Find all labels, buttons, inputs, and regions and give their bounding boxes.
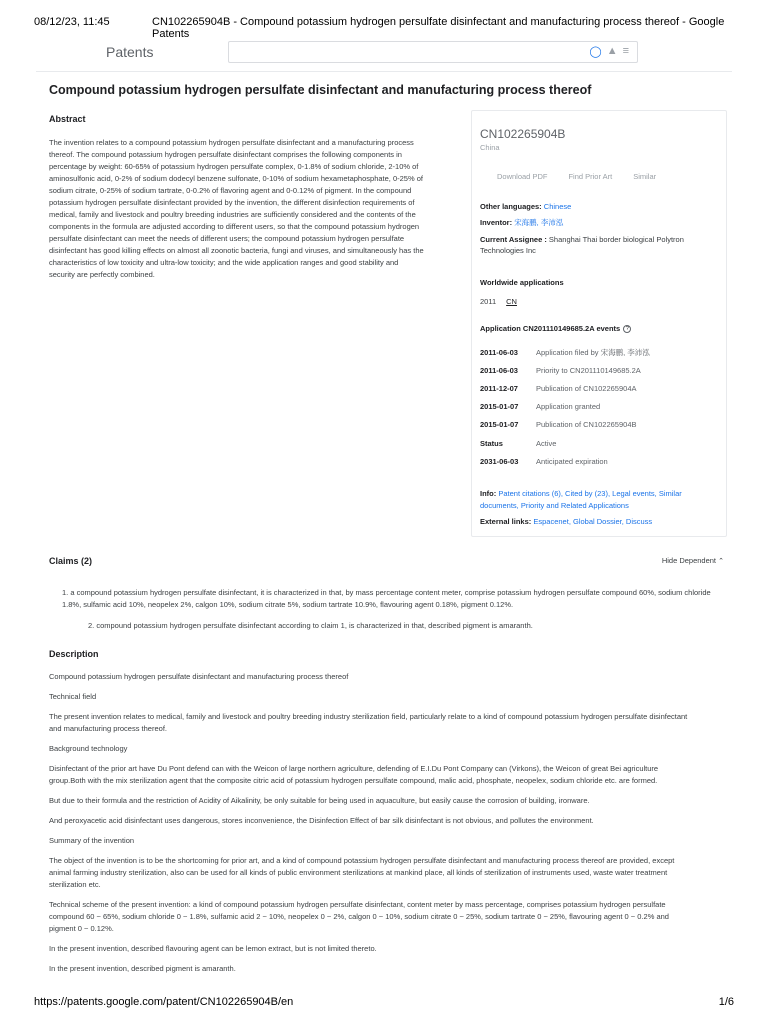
description-heading: Description	[49, 649, 99, 659]
description-paragraph: The present invention relates to medical, family and livestock and poultry breeding industry sterilization field, particularly relate to a kind of compound potassium hydrogen persulfate disinfectant and manufacturing process thereof.	[49, 712, 688, 733]
print-url: https://patents.google.com/patent/CN102265904B/en	[34, 996, 294, 1008]
description-paragraph: Compound potassium hydrogen persulfate disinfectant and manufacturing process thereof	[49, 672, 349, 681]
event-date: 2011-12-07	[480, 383, 518, 393]
patents-logo[interactable]: Patents	[106, 44, 154, 60]
download-pdf-button[interactable]: Download PDF	[497, 172, 548, 181]
chevron-up-icon: ⌃	[718, 558, 724, 565]
worldwide-country-link[interactable]: CN	[506, 297, 517, 306]
event-text: Application filed by 宋海鹏, 李沛泓	[536, 347, 650, 357]
info-label: Info:	[480, 489, 497, 498]
event-date: 2015-01-07	[480, 402, 519, 412]
other-languages	[480, 201, 720, 212]
print-footer	[34, 996, 734, 1008]
description-paragraph: Background technology	[49, 744, 128, 753]
event-row	[480, 398, 720, 416]
description-paragraph: Summary of the invention	[49, 836, 135, 845]
inventor-link[interactable]: 宋海鹏, 李沛泓	[514, 218, 564, 227]
top-bar	[106, 40, 638, 64]
search-tools	[589, 45, 629, 58]
similar-button[interactable]: Similar	[633, 172, 657, 181]
abstract-text: The invention relates to a compound potassium hydrogen persulfate disinfectant and a manufacturing process thereof. The compound potassium hydrogen persulfate disinfectant comprises the following components in percentage by weight: 60-65% of potassium hydrogen persulfate complex, 0-1.8% of sodium chloride, 2-10% of aminosulfonic acid, 0-2% of sodium dodecyl benzene sulfonate, 0-10% of sodium hexametaphosphate, 0-25% of sodium citrate, 0-25% of sodium tartrate, 0-0.2% of flavoring agent and 0-0.12% of pigment. In the compound potassium hydrogen persulfate disinfectant provided by the invention, the different disinfection requirements of medical, family and livestock and poultry breeding industries are sufficiently considered and the contents of the components in the formula are adjusted according to different users, so that the compound potassium hydrogen persulfate disinfectant can meet the needs of different users; the compound potassium hydrogen persulfate disinfectant has good killing effects on almost all zoonotic bacteria, fungi and viruses, and simultaneously has the characteristics of low toxicity and ultra-low toxicity; and the wide application ranges and good stability and security are perfectly combined.	[49, 138, 424, 279]
patent-metadata-panel	[471, 110, 727, 537]
search-input[interactable]	[228, 41, 638, 63]
print-title: CN102265904B - Compound potassium hydrogen persulfate disinfectant and manufacturing process thereof - Google Patents	[152, 16, 725, 40]
settings-sliders-icon[interactable]: ≡	[622, 45, 629, 57]
event-text: Publication of CN102265904B	[536, 420, 637, 430]
event-date: 2015-01-07	[480, 420, 519, 430]
event-row	[480, 343, 720, 361]
hide-dependent-toggle[interactable]	[662, 556, 724, 565]
description-paragraph: But due to their formula and the restriction of Acidity of Aikalinity, be only suitable for being used in aquaculture, but easily cause the corrosion of building, ironware.	[49, 796, 590, 805]
event-date: 2011-06-03	[480, 365, 518, 375]
inventor	[480, 217, 720, 228]
find-prior-art-button[interactable]: Find Prior Art	[568, 172, 613, 181]
other-languages-link[interactable]: Chinese	[543, 202, 572, 211]
description-paragraph: Technical field	[49, 692, 97, 701]
external-label: External links:	[480, 517, 532, 526]
assignee-value: Shanghai Thai border biological Polytron Technologies Inc	[480, 235, 684, 255]
lightbulb-icon[interactable]: ◯	[589, 46, 602, 58]
info-links-list[interactable]: Patent citations (6), Cited by (23), Legal events, Similar documents, Priority and Related Applications	[480, 489, 682, 510]
event-date: 2011-06-03	[480, 347, 518, 357]
event-row	[480, 452, 720, 470]
scholar-icon[interactable]: ▲	[606, 45, 618, 57]
assignee-label: Current Assignee :	[480, 235, 547, 244]
other-languages-label: Other languages:	[480, 202, 542, 211]
description-paragraph: In the present invention, described flavouring agent can be lemon extract, but is not limited thereto.	[49, 944, 377, 953]
event-date: 2031-06-03	[480, 456, 519, 466]
description-paragraph: And peroxyacetic acid disinfectant uses dangerous, stores inconvenience, the Disinfection Effect of bar silk disinfectant is not obvious, and pollutes the environment.	[49, 816, 594, 825]
description-paragraph: Disinfectant of the prior art have Du Pont defend can with the Weicon of large northern agriculture, defending of E.I.Du Pont Company can (Virkons), the Weicon of great Bei agriculture group.Both with the mix sterilization agent that the composite citric acid of potassium hydrogen persulfate compound, malic acid, phosphate, neopelex, sodium chloride etc. are formed.	[49, 764, 659, 785]
description-paragraph: Technical scheme of the present invention: a kind of compound potassium hydrogen persulfate disinfectant, content meter by mass percentage, comprises potassium hydrogen persulfate compound 60 ~ 65%, sodium chloride 0 ~ 1.8%, sulfamic acid 2 ~ 10%, neopelex 0 ~ 2%, calgon 0 ~ 10%, sodium citrate 0 ~ 25%, sodium tartrate 0 ~ 25%, flavouring agent 0 ~ 0.2% and pigment 0 ~ 0.12%.	[49, 900, 669, 933]
header-divider	[36, 71, 732, 72]
event-text: Publication of CN102265904A	[536, 383, 637, 393]
info-links	[480, 488, 720, 512]
event-text: Application granted	[536, 402, 601, 412]
print-page-number: 1/6	[718, 996, 734, 1008]
claim-2: 2. compound potassium hydrogen persulfate disinfectant according to claim 1, is characterized in that, described pigment is amaranth.	[88, 621, 533, 630]
external-links-list[interactable]: Espacenet, Global Dossier, Discuss	[533, 517, 653, 526]
events-heading	[480, 324, 631, 333]
print-date: 08/12/23, 11:45	[34, 16, 110, 28]
event-text: Anticipated expiration	[536, 456, 608, 466]
events-list	[480, 343, 720, 470]
events-heading-text: Application CN201110149685.2A events	[480, 324, 621, 333]
event-row	[480, 361, 720, 379]
patent-actions	[497, 172, 656, 181]
status-label: Status	[480, 438, 503, 448]
abstract-heading: Abstract	[49, 114, 86, 124]
worldwide-heading: Worldwide applications	[480, 278, 564, 287]
worldwide-applications	[480, 297, 517, 306]
claim-1: 1. a compound potassium hydrogen persulfate disinfectant, it is characterized in that, by mass percentage content meter, comprise potassium hydrogen persulfate compound 60%, sodium chloride 1.8%, sulfamic acid 10%, neopelex 2%, calgon 10%, sodium citrate 5%, sodium tartrate 10.9%, flavouring agent 0.18%, pigment 0.12%.	[62, 588, 711, 609]
description-paragraph: In the present invention, described pigment is amaranth.	[49, 964, 236, 973]
event-text: Priority to CN201110149685.2A	[536, 365, 641, 375]
abstract-section	[49, 114, 425, 281]
external-links	[480, 516, 720, 528]
hide-dependent-label: Hide Dependent	[661, 556, 717, 565]
status-row	[480, 434, 720, 452]
print-header	[34, 16, 734, 40]
status-value: Active	[536, 438, 557, 448]
claims-heading: Claims (2)	[49, 556, 93, 566]
description-body	[49, 671, 689, 983]
inventor-label: Inventor:	[480, 218, 513, 227]
country: China	[480, 143, 500, 152]
description-paragraph: The object of the invention is to be the shortcoming for prior art, and a kind of compound potassium hydrogen persulfate disinfectant and manufacturing process thereof are provided, except animal farming industry sterilization, also can be used for all kinds of public environment sterilizations at mankind place, all kinds of sterilization of instruments used, waste water treatment sterilization etc.	[49, 856, 675, 889]
publication-number: CN102265904B	[480, 127, 566, 141]
event-row	[480, 416, 720, 434]
event-row	[480, 379, 720, 397]
worldwide-year: 2011	[480, 297, 497, 306]
patent-title: Compound potassium hydrogen persulfate disinfectant and manufacturing process thereof	[49, 83, 592, 97]
help-icon[interactable]: ?	[623, 325, 631, 333]
current-assignee	[480, 234, 720, 256]
